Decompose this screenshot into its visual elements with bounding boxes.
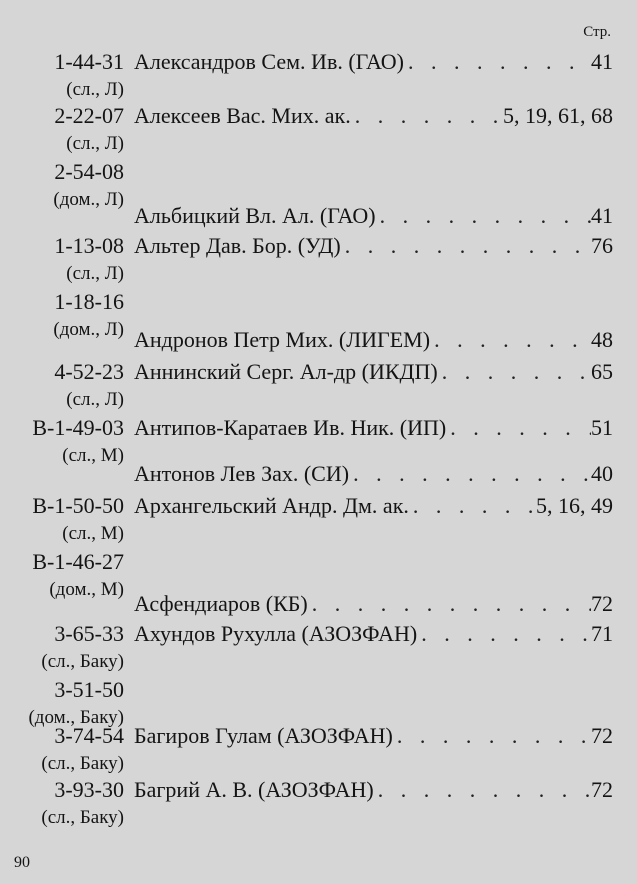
entry-name-row	[134, 48, 613, 76]
phone-number: 3-51-50	[54, 677, 124, 702]
phone-note: (сл., Баку)	[41, 753, 124, 774]
entry-name-row	[134, 202, 613, 230]
phone-block	[0, 232, 124, 344]
person-name: Багиров Гулам (АЗОЗФАН)	[134, 723, 393, 748]
entry-name-row	[134, 492, 613, 520]
person-name: Ахундов Рухулла (АЗОЗФАН)	[134, 621, 418, 646]
page-refs: 71	[591, 621, 613, 646]
entry-name-row	[134, 722, 613, 750]
entry-name-row	[134, 326, 613, 354]
phone-block	[0, 722, 124, 778]
person-name: Антонов Лев Зах. (СИ)	[134, 461, 350, 486]
person-name: Антипов-Каратаев Ив. Ник. (ИП)	[134, 415, 447, 440]
phone-number: 1-18-16	[54, 289, 124, 314]
leader-dots	[376, 202, 591, 230]
phone-note: (дом., Л)	[53, 319, 124, 340]
phone-number: В-1-46-27	[32, 549, 124, 574]
phone-note: (сл., Баку)	[41, 807, 124, 828]
page-refs: 72	[591, 723, 613, 748]
person-name: Александров Сем. Ив. (ГАО)	[134, 49, 404, 74]
phone-note: (дом., М)	[49, 579, 124, 600]
phone-block	[0, 776, 124, 832]
phone-note: (сл., М)	[62, 445, 124, 466]
entry-name-row	[134, 358, 613, 386]
phone-block	[0, 48, 124, 104]
phone-block	[0, 102, 124, 214]
page-refs: 5, 19, 61, 68	[503, 103, 613, 128]
phone-number: 2-22-07	[54, 103, 124, 128]
page-refs: 40	[591, 461, 613, 486]
page-refs: 48	[591, 327, 613, 352]
phone-number: 2-54-08	[54, 159, 124, 184]
person-name: Асфендиаров (КБ)	[134, 591, 308, 616]
leader-dots	[374, 776, 591, 804]
phone-note: (дом., Л)	[53, 189, 124, 210]
leader-dots	[409, 492, 536, 520]
phone-block	[0, 492, 124, 604]
leader-dots	[349, 460, 591, 488]
leader-dots	[351, 102, 503, 130]
page-refs: 72	[591, 591, 613, 616]
entry-name-row	[134, 620, 613, 648]
page-column-header: Стр.	[583, 24, 611, 40]
phone-number: 3-65-33	[54, 621, 124, 646]
phone-number: 4-52-23	[54, 359, 124, 384]
phone-number: В-1-50-50	[32, 493, 124, 518]
page-refs: 76	[591, 233, 613, 258]
person-name: Архангельский Андр. Дм. ак.	[134, 493, 409, 518]
page-refs: 41	[591, 49, 613, 74]
person-name: Альбицкий Вл. Ал. (ГАО)	[134, 203, 376, 228]
phone-note: (сл., М)	[62, 523, 124, 544]
phone-number: 1-44-31	[54, 49, 124, 74]
phone-block	[0, 620, 124, 732]
phone-note: (сл., Л)	[66, 263, 124, 284]
leader-dots	[308, 590, 591, 618]
leader-dots	[438, 358, 591, 386]
leader-dots	[446, 414, 591, 442]
entry-name-row	[134, 460, 613, 488]
page-refs: 41	[591, 203, 613, 228]
entry-name-row	[134, 590, 613, 618]
page-refs: 5, 16, 49	[536, 493, 613, 518]
phone-note: (сл., Л)	[66, 389, 124, 410]
leader-dots	[341, 232, 591, 260]
person-name: Альтер Дав. Бор. (УД)	[134, 233, 341, 258]
person-name: Аннинский Серг. Ал-др (ИКДП)	[134, 359, 438, 384]
entry-name-row	[134, 102, 613, 130]
entry-name-row	[134, 232, 613, 260]
phone-note: (сл., Баку)	[41, 651, 124, 672]
page-number: 90	[14, 854, 30, 871]
leader-dots	[430, 326, 591, 354]
entry-name-row	[134, 414, 613, 442]
phone-number: 3-74-54	[54, 723, 124, 748]
leader-dots	[404, 48, 591, 76]
leader-dots	[417, 620, 591, 648]
phone-number: 3-93-30	[54, 777, 124, 802]
phone-block	[0, 414, 124, 470]
phone-note: (дом., Баку)	[28, 707, 124, 728]
phone-note: (сл., Л)	[66, 133, 124, 154]
phone-note: (сл., Л)	[66, 79, 124, 100]
phone-number: 1-13-08	[54, 233, 124, 258]
person-name: Багрий А. В. (АЗОЗФАН)	[134, 777, 374, 802]
phone-block	[0, 358, 124, 414]
page-refs: 65	[591, 359, 613, 384]
phone-number: В-1-49-03	[32, 415, 124, 440]
person-name: Алексеев Вас. Мих. ак.	[134, 103, 351, 128]
entry-name-row	[134, 776, 613, 804]
leader-dots	[393, 722, 591, 750]
page-refs: 51	[591, 415, 613, 440]
page-refs: 72	[591, 777, 613, 802]
person-name: Андронов Петр Мих. (ЛИГЕМ)	[134, 327, 431, 352]
